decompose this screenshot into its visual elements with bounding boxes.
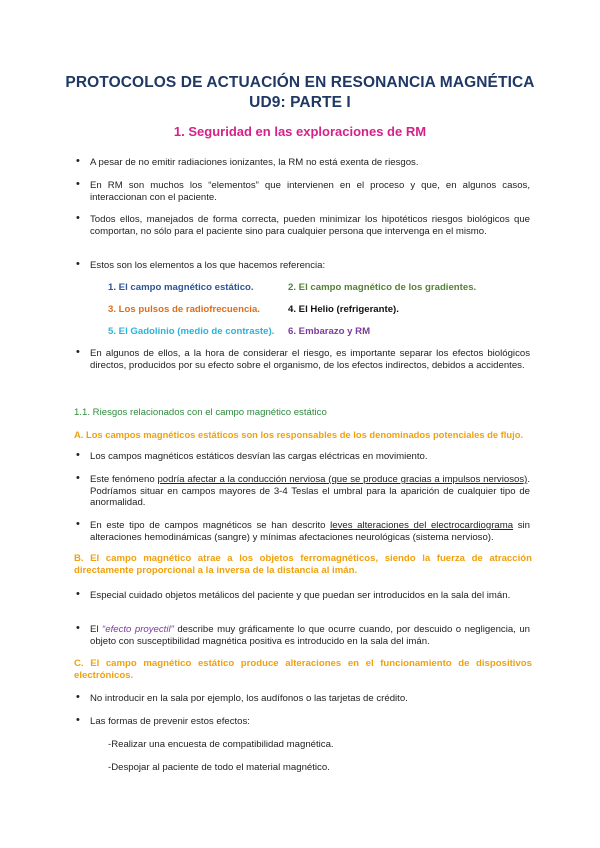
bullet-item: • No introducir en la sala por ejemplo, los audífonos o las tarjetas de crédito. [90,693,530,705]
underlined-text: podría afectar a la conducción nerviosa (que se produce gracias a impulsos nerviosos) [157,474,528,485]
bullet-item [90,474,530,509]
bullet-item: • Los campos magnéticos estáticos desvían las cargas eléctricas en movimiento. [90,451,530,463]
document-title-line1: PROTOCOLOS DE ACTUACIÓN EN RESONANCIA MAGNÉTICA [65,74,535,91]
section-b-heading: B. El campo magnético atrae a los objetos ferromagnéticos, siendo la fuerza de atracción directamente proporcional a la inversa de la distancia al imán. [74,553,532,576]
element-item-static-field: 1. El campo magnético estático. [108,282,254,293]
element-item-helium: 4. El Helio (refrigerante). [288,304,399,315]
prevention-item: -Despojar al paciente de todo el material magnético. [108,762,330,773]
element-item-gadolinium: 5. El Gadolinio (medio de contraste). [108,326,275,337]
element-item-radiofrequency: 3. Los pulsos de radiofrecuencia. [108,304,260,315]
bullet-text: . Podríamos situar en campos mayores de 3-4 Teslas el umbral para la aparición de cualquier tipo de anormalidad. [90,474,530,509]
bullet-text: sin alteraciones hemodinámicas (sangre) y mínimas afectaciones neurológicas (sistema nervioso). [90,520,530,543]
bullet-item: • A pesar de no emitir radiaciones ionizantes, la RM no está exenta de riesgos. [90,157,530,169]
section-c-heading: C. El campo magnético estático produce alteraciones en el funcionamiento de dispositivos electrónicos. [74,658,532,681]
bullet-item: • En RM son muchos los “elementos” que intervienen en el proceso y que, en algunos casos, interaccionan con el paciente. [90,180,530,203]
bullet-text: El [90,624,103,635]
bullet-item: • Todos ellos, manejados de forma correcta, pueden minimizar los hipotéticos riesgos biológicos que comportan, no sólo para el paciente sino para cualquier persona que intervenga en el mismo. [90,214,530,237]
element-item-gradients: 2. El campo magnético de los gradientes. [288,282,477,293]
section-a-heading: A. Los campos magnéticos estáticos son los responsables de los denominados potenciales de flujo. [74,429,524,440]
prevention-item: -Realizar una encuesta de compatibilidad magnética. [108,739,334,750]
bullet-text: En este tipo de campos magnéticos se han descrito [90,520,331,531]
bullet-text: Este fenómeno [90,474,158,485]
bullet-text: describe muy gráficamente lo que ocurre cuando, por descuido o negligencia, un objeto con susceptibilidad magnética positiva es introducido en la sala del imán. [90,624,531,647]
subsection-title: 1.1. Riesgos relacionados con el campo magnético estático [74,407,327,418]
bullet-item [90,624,530,647]
bullet-item: • Las formas de prevenir estos efectos: [90,716,530,728]
bullet-item: • Especial cuidado objetos metálicos del paciente y que puedan ser introducidos en la sala del imán. [90,590,530,602]
bullet-item [90,520,530,543]
highlighted-term: “efecto proyectil” [102,624,174,635]
bullet-item: • En algunos de ellos, a la hora de considerar el riesgo, es importante separar los efectos biológicos directos, producidos por su efecto sobre el organismo, de los efectos indirectos, debidos a accidentes. [90,348,530,371]
element-item-pregnancy: 6. Embarazo y RM [288,326,371,337]
document-title-line2: UD9: PARTE I [249,94,351,111]
bullet-item: • Estos son los elementos a los que hacemos referencia: [90,260,530,272]
underlined-text: leves alteraciones del electrocardiograma [330,520,514,531]
section-title: 1. Seguridad en las exploraciones de RM [173,124,427,139]
